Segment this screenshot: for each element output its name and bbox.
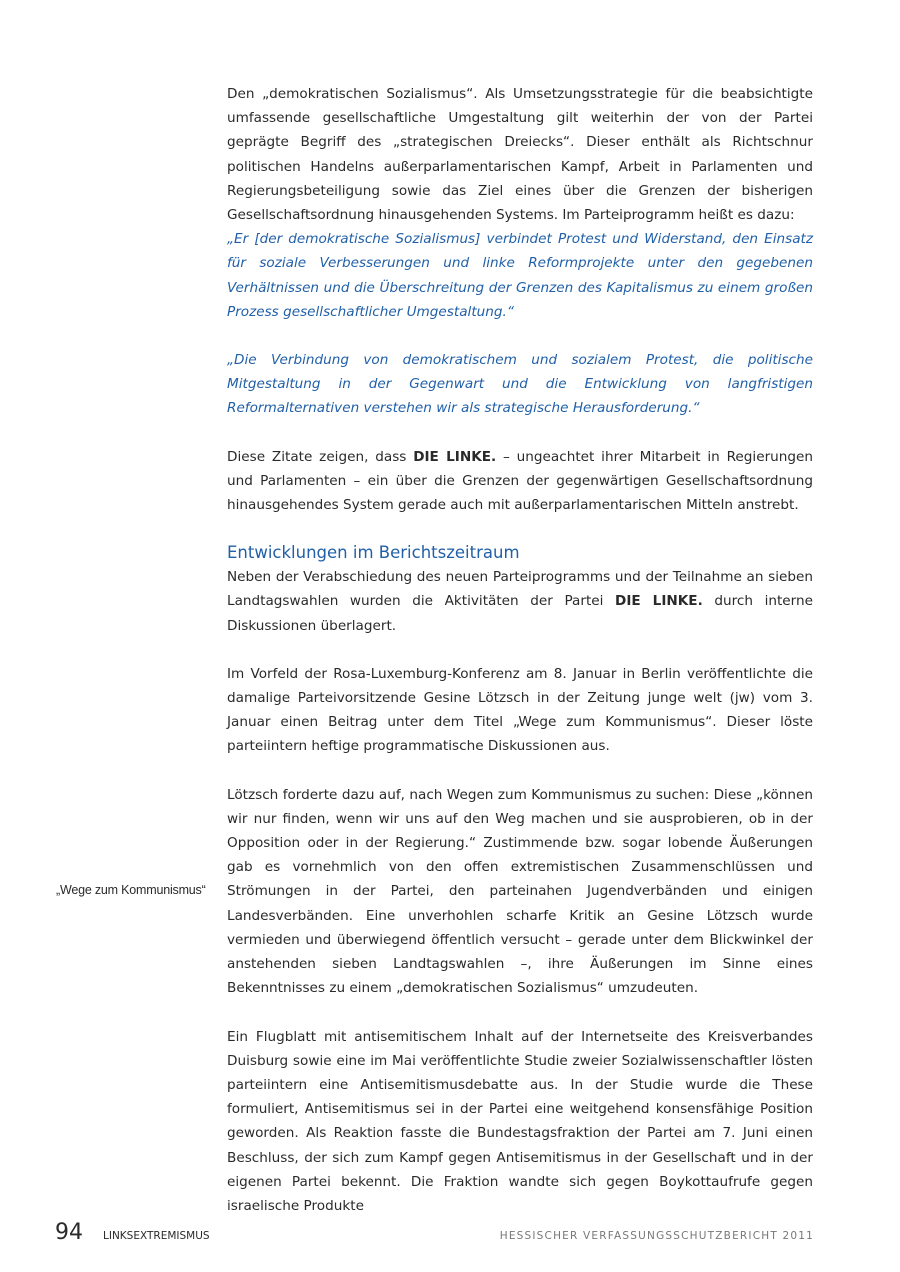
paragraph-luxemburg-conference: Im Vorfeld der Rosa-Luxemburg-Konferenz am 8. Januar in Berlin veröffentlichte die damalige Parteivorsitzende Gesine Lötzsch in der Zeitung junge welt (jw) vom 3. Januar einen Beitrag unter dem Titel „Wege zum Kommunismus“. Dieser löste parteiintern heftige programmatische Diskussionen aus. [227, 665, 813, 755]
text-segment: – ungeachtet ihrer Mitarbeit in Regierungen und Parlamenten – ein über die Grenzen der gegenwärtigen Gesellschaftsordnung hinausgehendes System gerade auch mit außerparlamentarischen Mitteln anstrebt. [227, 448, 813, 514]
program-quote-2: „Die Verbindung von demokratischem und sozialem Protest, die politische Mitgestaltung in der Gegenwart und die Entwicklung von langfristigen Reformalternativen verstehen wir als strategische Herausforderung.“ [227, 352, 813, 417]
party-name: DIE LINKE. [615, 593, 703, 610]
paragraph-antisemitism: Ein Flugblatt mit antisemitischem Inhalt auf der Internetseite des Kreisverbandes Duisburg sowie eine im Mai veröffentlichte Studie zweier Sozialwissenschaftler lösten parteiintern eine Antisemitismusdebatte aus. In der Studie wurde die These formuliert, Antisemitismus sei in der Partei eine weitgehend konsensfähige Position geworden. Als Reaktion fasste die Bundestagsfraktion der Partei am 7. Juni einen Beschluss, der sich zum Kampf gegen Antisemitismus in der Gesellschaft und in der eigenen Partei bekennt. Die Fraktion wandte sich gegen Boykottaufrufe gegen israelische Produkte [227, 1028, 813, 1214]
paragraph-intro: Den „demokratischen Sozialismus“. Als Umsetzungsstrategie für die beabsichtigte umfassende gesellschaftliche Umgestaltung gilt weiterhin der von der Partei geprägte Begriff des „strategischen Dreiecks“. Dieser enthält als Richtschnur politischen Handelns außerparlamentarischen Kampf, Arbeit in Parlamenten und Regierungsbeteiligung sowie das Ziel eines über die Grenzen der bisherigen Gesellschaftsordnung hinausgehenden Systems. Im Parteiprogramm heißt es dazu: [227, 86, 813, 224]
text-segment: Neben der Verabschiedung des neuen Parteiprogramms und der Teilnahme an sieben Landtagswahlen wurden die Aktivitäten der Partei [227, 569, 813, 610]
margin-note: „Wege zum Kommunismus“ [56, 883, 206, 897]
paragraph-developments [227, 565, 813, 638]
paragraph-loetzsch: Lötzsch forderte dazu auf, nach Wegen zum Kommunismus zu suchen: Diese „können wir nur finden, wenn wir uns auf den Weg machen und sie ausprobieren, ob in der Opposition oder in der Regierung.“ Zustimmende bzw. sogar lobende Äußerungen gab es vornehmlich von den offen extremistischen Zusammenschlüssen und Strömungen in der Partei, den parteinahen Jugendverbänden und einigen Landesverbänden. Eine unverhohlen scharfe Kritik an Gesine Lötzsch wurde vermieden und überwiegend öffentlich versucht – gerade unter dem Blickwinkel der anstehenden sieben Landtagswahlen –, ihre Äußerungen im Sinne eines Bekenntnisses zu einem „demokratischen Sozialismus“ umzudeuten. [227, 786, 813, 997]
party-name: DIE LINKE. [413, 448, 497, 465]
text-segment: durch interne Diskussionen überlagert. [227, 593, 813, 634]
paragraph-quotes-conclusion [227, 445, 813, 518]
program-quote-1: „Er [der demokratische Sozialismus] verbindet Protest und Widerstand, den Einsatz für soziale Verbesserungen und linke Reformprojekte unter den gegebenen Verhältnissen und die Überschreitung der Grenzen des Kapitalismus zu einem großen Prozess gesellschaftlicher Umgestaltung.“ [227, 231, 813, 320]
main-column [227, 82, 813, 1218]
text-segment: Diese Zitate zeigen, dass [227, 448, 414, 465]
footer-section-title: LINKSEXTREMISMUS [103, 1230, 210, 1242]
footer-publication-title: HESSISCHER VERFASSUNGSSCHUTZBERICHT 2011 [499, 1230, 814, 1242]
page-number: 94 [55, 1220, 83, 1245]
section-heading: Entwicklungen im Berichtszeitraum [227, 543, 520, 563]
